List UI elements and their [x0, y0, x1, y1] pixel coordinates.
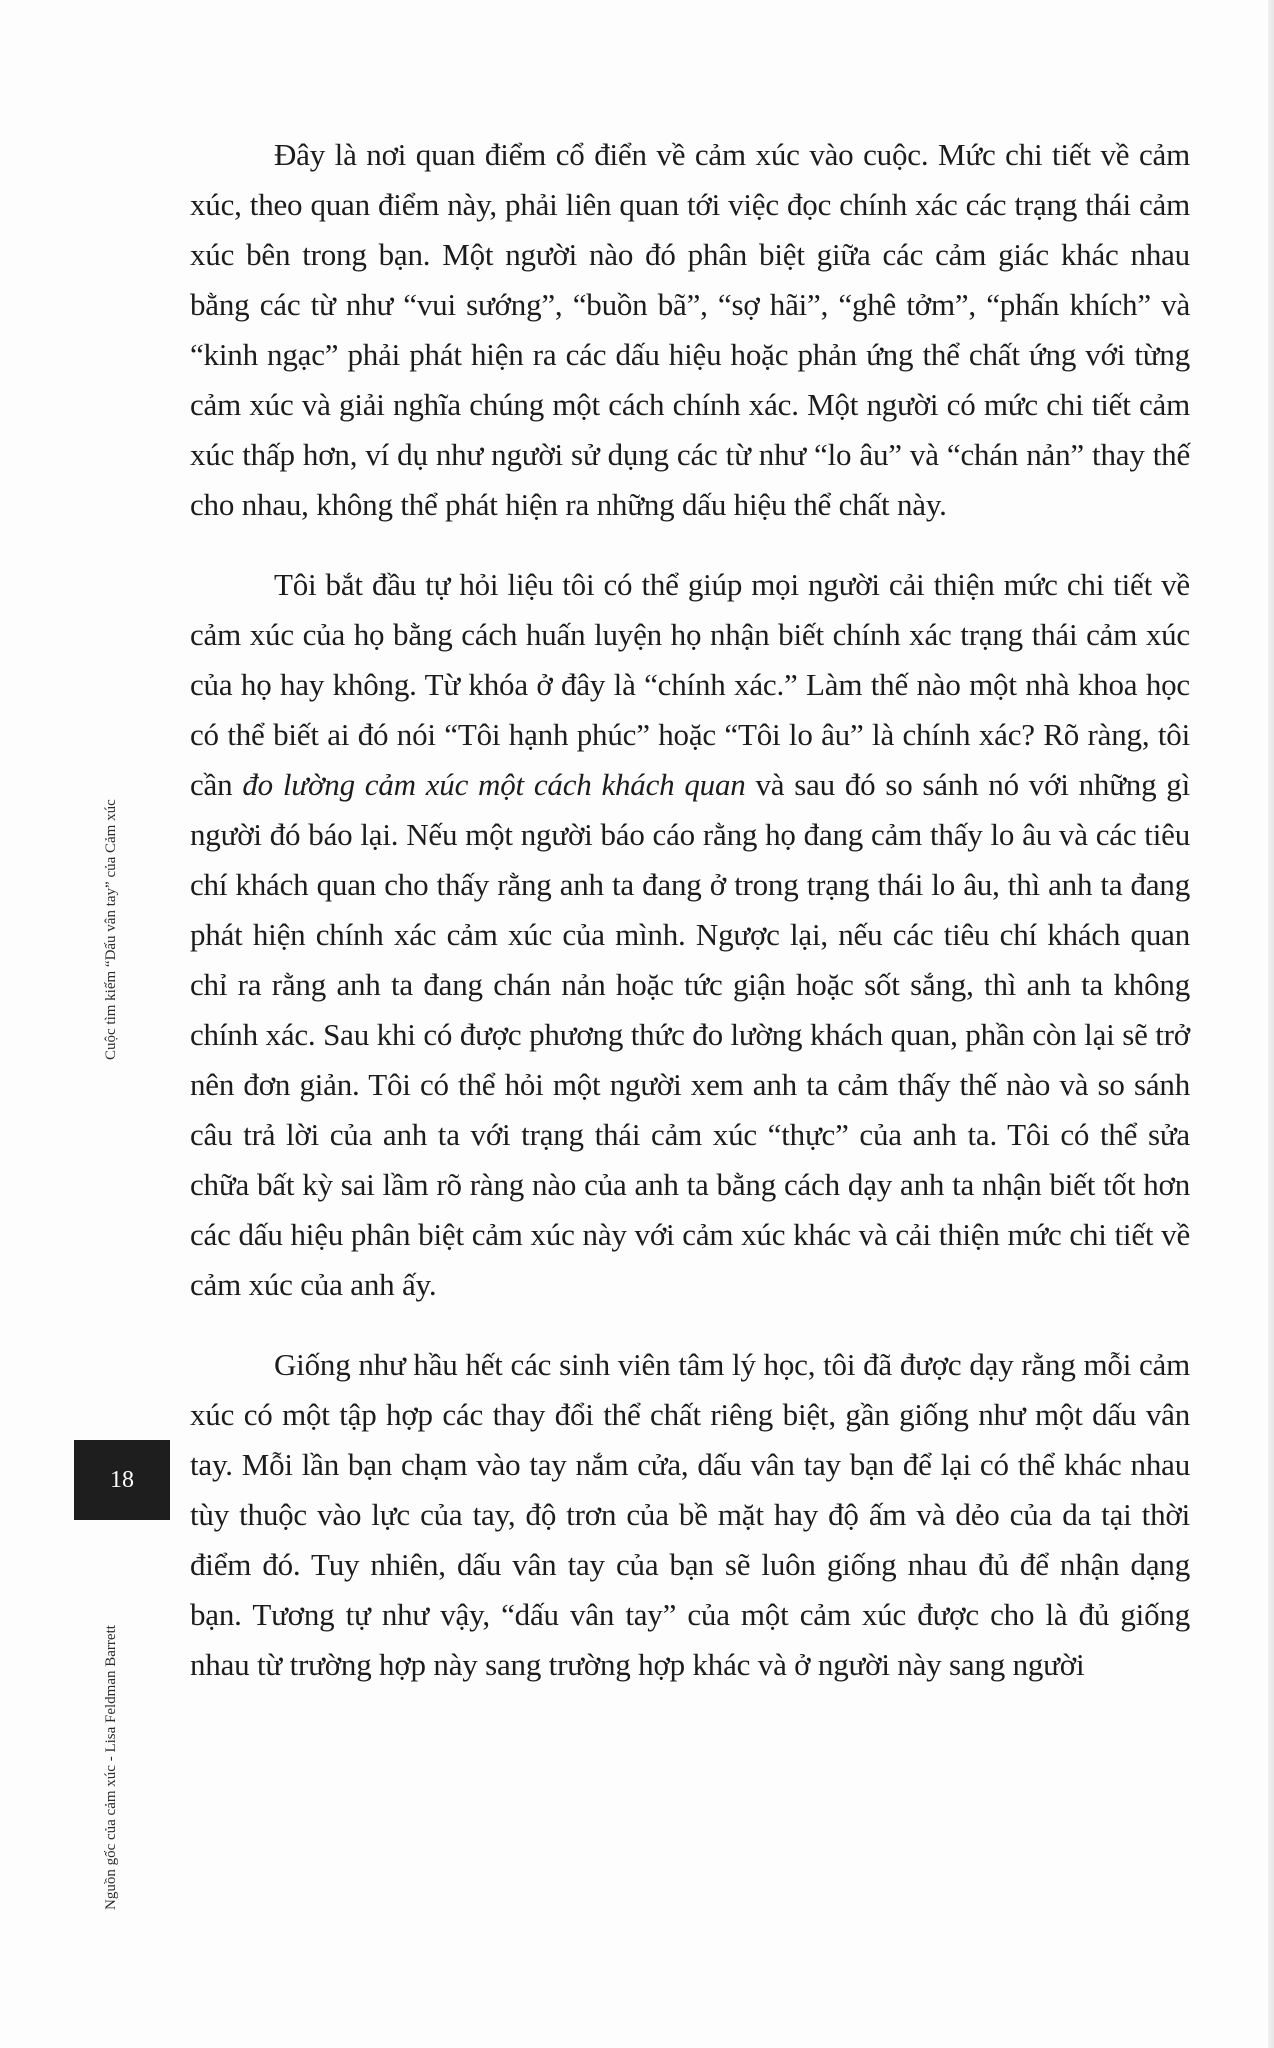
page-number: 18	[110, 1466, 134, 1493]
paragraph-1: Đây là nơi quan điểm cổ điển về cảm xúc vào cuộc. Mức chi tiết về cảm xúc, theo quan điểm này, phải liên quan tới việc đọc chính xác các trạng thái cảm xúc bên trong bạn. Một người nào đó phân biệt giữa các cảm giác khác nhau bằng các từ như “vui sướng”, “buồn bã”, “sợ hãi”, “ghê tởm”, “phấn khích” và “kinh ngạc” phải phát hiện ra các dấu hiệu hoặc phản ứng thể chất ứng với từng cảm xúc và giải nghĩa chúng một cách chính xác. Một người có mức chi tiết cảm xúc thấp hơn, ví dụ như người sử dụng các từ như “lo âu” và “chán nản” thay thế cho nhau, không thể phát hiện ra những dấu hiệu thể chất này.	[190, 137, 1190, 522]
paragraph-3: Giống như hầu hết các sinh viên tâm lý học, tôi đã được dạy rằng mỗi cảm xúc có một tập hợp các thay đổi thể chất riêng biệt, gần giống như một dấu vân tay. Mỗi lần bạn chạm vào tay nắm cửa, dấu vân tay bạn để lại có thể khác nhau tùy thuộc vào lực của tay, độ trơn của bề mặt hay độ ấm và dẻo của da tại thời điểm đó. Tuy nhiên, dấu vân tay của bạn sẽ luôn giống nhau đủ để nhận dạng bạn. Tương tự như vậy, “dấu vân tay” của một cảm xúc được cho là đủ giống nhau từ trường hợp này sang trường hợp khác và ở người này sang người	[190, 1347, 1190, 1682]
paragraph-2-part-b: và sau đó so sánh nó với những gì người đó báo lại. Nếu một người báo cáo rằng họ đang cảm thấy lo âu và các tiêu chí khách quan cho thấy rằng anh ta đang ở trong trạng thái lo âu, thì anh ta đang phát hiện chính xác cảm xúc của mình. Ngược lại, nếu các tiêu chí khách quan chỉ ra rằng anh ta đang chán nản hoặc tức giận hoặc sốt sắng, thì anh ta không chính xác. Sau khi có được phương thức đo lường khách quan, phần còn lại sẽ trở nên đơn giản. Tôi có thể hỏi một người xem anh ta cảm thấy thế nào và so sánh câu trả lời của anh ta với trạng thái cảm xúc “thực” của anh ta. Tôi có thể sửa chữa bất kỳ sai lầm rõ ràng nào của anh ta bằng cách dạy anh ta nhận biết tốt hơn các dấu hiệu phân biệt cảm xúc này với cảm xúc khác và cải thiện mức chi tiết về cảm xúc của anh ấy.	[190, 767, 1191, 1302]
paragraph-2-part-a: Tôi bắt đầu tự hỏi liệu tôi có thể giúp mọi người cải thiện mức chi tiết về cảm xúc của họ bằng cách huấn luyện họ nhận biết chính xác trạng thái cảm xúc của họ hay không. Từ khóa ở đây là “chính xác.” Làm thế nào một nhà khoa học có thể biết ai đó nói “Tôi hạnh phúc” hoặc “Tôi lo âu” là chính xác? Rõ ràng, tôi cần	[190, 567, 1190, 802]
running-head-book: Nguồn gốc của cảm xúc - Lisa Feldman Barrett	[103, 1625, 119, 1910]
running-head-chapter: Cuộc tìm kiếm “Dấu vân tay” của Cảm xúc	[103, 799, 119, 1060]
page-edge-shadow	[1268, 0, 1274, 2048]
paragraph-2	[190, 560, 1190, 1310]
paragraph-2-emphasis: đo lường cảm xúc một cách khách quan	[242, 767, 746, 802]
body-text	[190, 130, 1190, 1720]
